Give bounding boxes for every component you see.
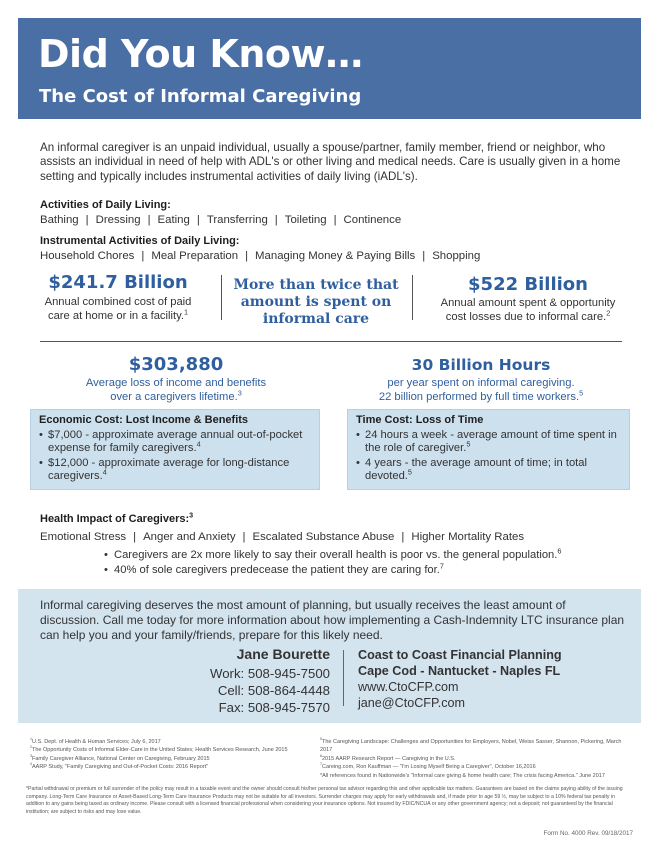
separator: | <box>242 531 246 543</box>
stat-value: 30 Billion Hours <box>411 356 551 374</box>
stat-desc-line2: over a caregivers lifetime.$^3$ <box>110 387 242 403</box>
reference-item: $^2$The Opportunity Costs of Informal Elder-Care in the United States; Health Services Research, June 2015 <box>30 745 288 754</box>
reference-item: $^6$2015 AARP Research Report — Caregiving in the U.S. <box>320 753 456 762</box>
page-subtitle: The Cost of Informal Caregiving <box>39 86 362 107</box>
references-left <box>30 738 318 772</box>
stat-desc-line1: Average loss of income and benefits <box>85 377 267 389</box>
fax-number: Fax: 508-945-7570 <box>218 700 330 715</box>
separator: | <box>422 250 426 262</box>
separator: | <box>401 531 405 543</box>
separator: | <box>245 250 249 262</box>
separator: | <box>147 214 151 226</box>
adl-item: Eating <box>157 214 190 226</box>
adl-item: Transferring <box>206 214 268 226</box>
divider <box>412 275 413 320</box>
stat-desc-line2: care at home or in a facility.$^1$ <box>47 306 188 322</box>
stat-twice-amount <box>232 277 400 328</box>
list-item: • 24 hours a week - average amount of time spent in the role of caregiver.$^5$ <box>356 429 623 456</box>
fine-print: *Partial withdrawal or premium or full surrender of the policy may result in a taxable event and the owner should consult his/her personal tax advisor regarding this and other applicable tax matters. Guarantees are based on the claims paying ability of the issuing company. Long-Term Care Insurance or Asset-Based Long-Term Care Insurance Products may not be suitable for all investors. Surrender charges may apply for early withdrawals and, if made prior to age 59 ½, may be subject to a 10% federal tax penalty in addition to any gains being taxed as ordinary income. Please consult with a licensed financial professional when considering your insurance options. Not insured by FDIC/NCUA or any other government agency; not a deposit; not guaranteed by the financial institution; are subject to risks and may lose value. <box>26 786 623 815</box>
box-list <box>39 429 313 485</box>
agent-name: Jane Bourette <box>236 646 330 662</box>
stat-303880 <box>60 354 292 404</box>
health-heading: Health Impact of Caregivers:$^3$ <box>40 511 194 525</box>
stat-30-billion-hours <box>365 356 597 404</box>
list-item: • 4 years - the average amount of time; in total devoted.$^5$ <box>356 457 623 484</box>
separator: | <box>141 250 145 262</box>
stat-line1: More than twice that <box>233 277 399 293</box>
website-link[interactable]: www.CtoCFP.com <box>358 680 459 694</box>
stat-desc-line2: 22 billion performed by full time workers.$^5$ <box>378 387 584 403</box>
list-item: • $12,000 - approximate average for long-distance caregivers.$^4$ <box>39 457 313 484</box>
stat-241-billion <box>30 272 206 323</box>
health-item: Anger and Anxiety <box>143 531 236 543</box>
form-number: Form No. 4000 Rev. 09/18/2017 <box>543 830 633 837</box>
adl-item: Toileting <box>284 214 327 226</box>
economic-cost-box <box>30 409 320 490</box>
health-item: Escalated Substance Abuse <box>252 531 395 543</box>
reference-item: $^1$U.S. Dept. of Health & Human Services; July 6, 2017 <box>30 737 161 745</box>
section-divider <box>40 341 622 342</box>
stat-value: $241.7 Billion <box>48 272 188 293</box>
references-right <box>320 738 632 780</box>
adl-item: Continence <box>343 214 402 226</box>
list-item: • $7,000 - approximate average annual out-of-pocket expense for family caregivers.$^4$ <box>39 429 313 456</box>
health-impact-list <box>40 531 524 543</box>
company-locations: Cape Cod - Nantucket - Naples FL <box>358 664 561 678</box>
separator: | <box>133 531 137 543</box>
email-link[interactable]: jane@CtoCFP.com <box>358 696 466 710</box>
intro-paragraph: An informal caregiver is an unpaid individual, usually a spouse/partner, family member, friend or neighbor, who assists an individual in need of help with ADL's or other living and medical needs. Care is usually given in a home setting and typically includes instrumental activities of daily living (iADL's). <box>40 141 621 183</box>
separator: | <box>333 214 337 226</box>
reference-item: $^7$Careing.com, Ron Kauffman — "I'm Losing Myself Being a Caregiver", October 16,2016 <box>320 762 536 771</box>
stat-value: $522 Billion <box>468 274 588 295</box>
stat-desc-line1: per year spent on informal caregiving. <box>387 377 575 389</box>
company-name: Coast to Coast Financial Planning <box>358 648 562 662</box>
iadl-item: Meal Preparation <box>151 250 239 262</box>
stat-522-billion <box>428 274 628 324</box>
iadl-item: Household Chores <box>40 250 135 262</box>
separator: | <box>85 214 89 226</box>
stat-value: $303,880 <box>128 354 224 375</box>
health-item: Higher Mortality Rates <box>411 531 525 543</box>
contact-divider <box>343 650 344 706</box>
iadl-item: Managing Money & Paying Bills <box>255 250 416 262</box>
stat-desc-line2: cost losses due to informal care.$^2$ <box>445 307 611 323</box>
reference-item: $^5$The Caregiving Landscape: Challenges and Opportunities for Employers, Nobel, Weiss Sasser, Shannon, Pickering, March 2017 <box>320 737 622 754</box>
reference-item: $^4$AARP Study, "Family Caregiving and Out-of-Pocket Costs: 2016 Report" <box>30 762 209 771</box>
health-item: Emotional Stress <box>40 531 127 543</box>
separator: | <box>274 214 278 226</box>
call-to-action: Informal caregiving deserves the most amount of planning, but usually receives the least amount of discussion. Call me today for more information about how implementing a Cash-Indemnity LTC insurance plan can help you and your family/friends, prepare for this likely need. <box>40 598 625 642</box>
stat-line3: informal care <box>262 311 370 327</box>
stat-line2: amount is spent on <box>240 294 392 310</box>
iadl-item: Shopping <box>432 250 481 262</box>
adl-item: Dressing <box>95 214 141 226</box>
time-cost-box <box>347 409 630 490</box>
stat-desc-line1: Annual amount spent & opportunity <box>440 297 616 309</box>
box-heading: Time Cost: Loss of Time <box>356 414 484 426</box>
divider <box>221 275 222 320</box>
contact-band <box>18 589 641 723</box>
cell-phone[interactable]: Cell: 508-864-4448 <box>217 683 330 698</box>
iadl-list <box>40 250 480 262</box>
list-item: • 40% of sole caregivers predecease the patient they are caring for.$^7$ <box>104 563 561 578</box>
adl-list <box>40 214 401 226</box>
iadl-heading: Instrumental Activities of Daily Living: <box>40 235 240 247</box>
adl-item: Bathing <box>40 214 79 226</box>
list-item: • Caregivers are 2x more likely to say their overall health is poor vs. the general population.$^6$ <box>104 548 561 563</box>
header-banner <box>18 18 641 119</box>
stat-desc-line1: Annual combined cost of paid <box>44 296 192 308</box>
box-heading: Economic Cost: Lost Income & Benefits <box>39 414 249 426</box>
box-list <box>356 429 623 485</box>
health-bullets <box>104 548 561 577</box>
adl-heading: Activities of Daily Living: <box>40 199 171 211</box>
separator: | <box>196 214 200 226</box>
page-title: Did You Know… <box>38 32 363 76</box>
reference-item: $^3$Family Caregiver Alliance, National Center on Caregiving, February 2015 <box>30 753 210 762</box>
reference-item: *All references found in Nationwide's "Informal care giving & home health care; The crisis facing America." June 2017 <box>320 772 605 779</box>
work-phone[interactable]: Work: 508-945-7500 <box>210 666 330 681</box>
